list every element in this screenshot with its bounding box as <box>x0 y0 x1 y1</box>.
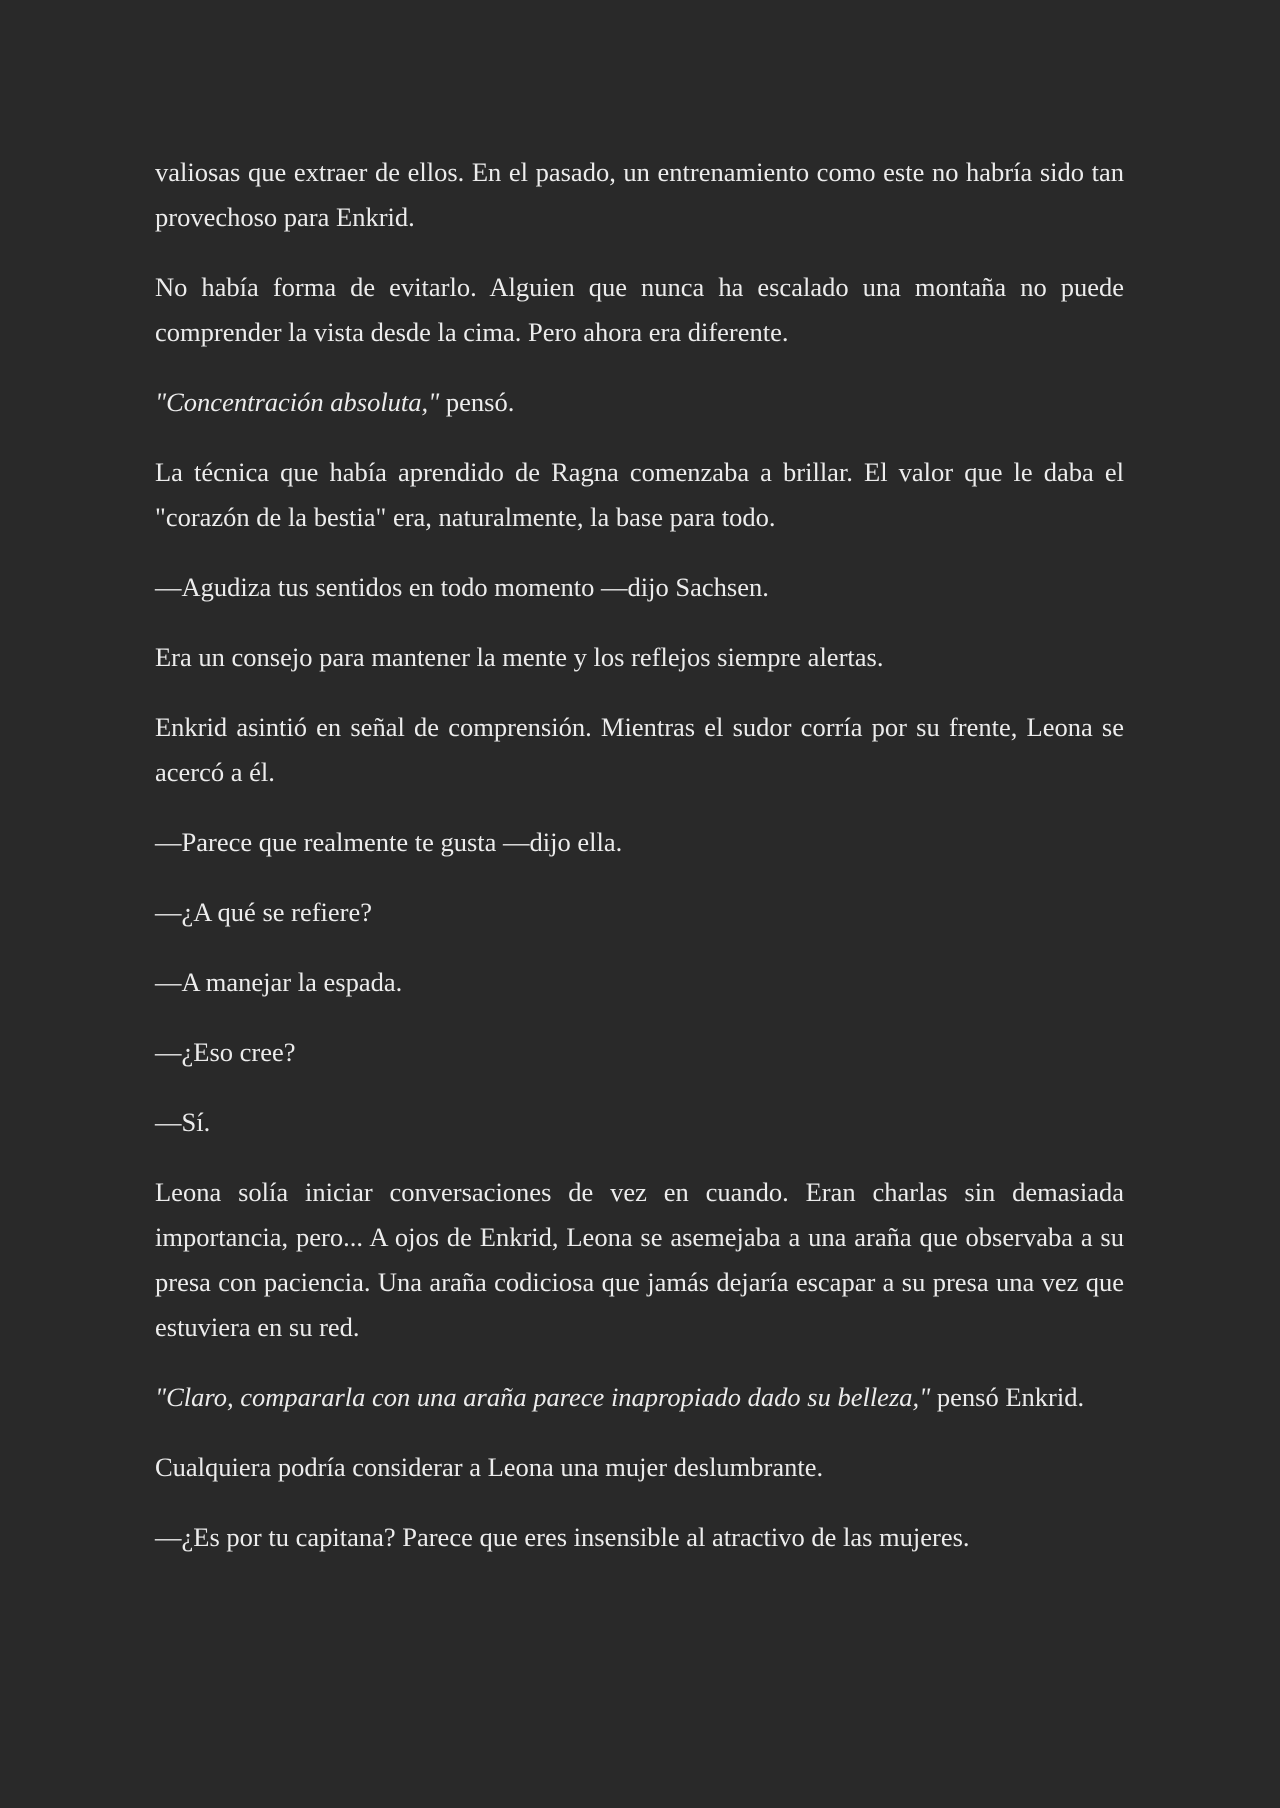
paragraph-text: Era un consejo para mantener la mente y los reflejos siempre alertas. <box>155 642 884 672</box>
paragraph <box>155 150 1124 240</box>
paragraph <box>155 1375 1124 1420</box>
paragraph-text: —¿Es por tu capitana? Parece que eres insensible al atractivo de las mujeres. <box>155 1522 970 1552</box>
paragraph-text: —Parece que realmente te gusta —dijo ella. <box>155 827 623 857</box>
italic-thought: "Claro, compararla con una araña parece inapropiado dado su belleza," <box>155 1382 931 1412</box>
paragraph-text: pensó. <box>439 387 515 417</box>
italic-thought: "Concentración absoluta," <box>155 387 440 417</box>
paragraph-text: —Agudiza tus sentidos en todo momento —dijo Sachsen. <box>155 572 769 602</box>
paragraph <box>155 380 1124 425</box>
paragraph <box>155 635 1124 680</box>
paragraph <box>155 265 1124 355</box>
paragraph <box>155 1100 1124 1145</box>
paragraph-text: pensó Enkrid. <box>930 1382 1085 1412</box>
paragraph-text: No había forma de evitarlo. Alguien que nunca ha escalado una montaña no puede comprender la vista desde la cima. Pero ahora era diferente. <box>155 272 1124 347</box>
paragraph-text: —A manejar la espada. <box>155 967 403 997</box>
paragraph-text: —¿Eso cree? <box>155 1037 296 1067</box>
paragraph <box>155 705 1124 795</box>
paragraph-text: —¿A qué se refiere? <box>155 897 373 927</box>
paragraph-text: valiosas que extraer de ellos. En el pasado, un entrenamiento como este no habría sido tan provechoso para Enkrid. <box>155 157 1124 232</box>
paragraph <box>155 960 1124 1005</box>
paragraph-text: Leona solía iniciar conversaciones de vez en cuando. Eran charlas sin demasiada importancia, pero... A ojos de Enkrid, Leona se asemejaba a una araña que observaba a su presa con paciencia. Una araña codiciosa que jamás dejaría escapar a su presa una vez que estuviera en su red. <box>155 1177 1124 1342</box>
paragraph <box>155 1030 1124 1075</box>
chapter-text <box>155 150 1124 1585</box>
paragraph <box>155 1445 1124 1490</box>
paragraph <box>155 890 1124 935</box>
paragraph-text: —Sí. <box>155 1107 211 1137</box>
paragraph <box>155 565 1124 610</box>
paragraph <box>155 820 1124 865</box>
paragraph <box>155 450 1124 540</box>
paragraph <box>155 1515 1124 1560</box>
paragraph <box>155 1170 1124 1350</box>
paragraph-text: Enkrid asintió en señal de comprensión. Mientras el sudor corría por su frente, Leona se acercó a él. <box>155 712 1124 787</box>
paragraph-text: Cualquiera podría considerar a Leona una mujer deslumbrante. <box>155 1452 824 1482</box>
paragraph-text: La técnica que había aprendido de Ragna comenzaba a brillar. El valor que le daba el "corazón de la bestia" era, naturalmente, la base para todo. <box>155 457 1124 532</box>
